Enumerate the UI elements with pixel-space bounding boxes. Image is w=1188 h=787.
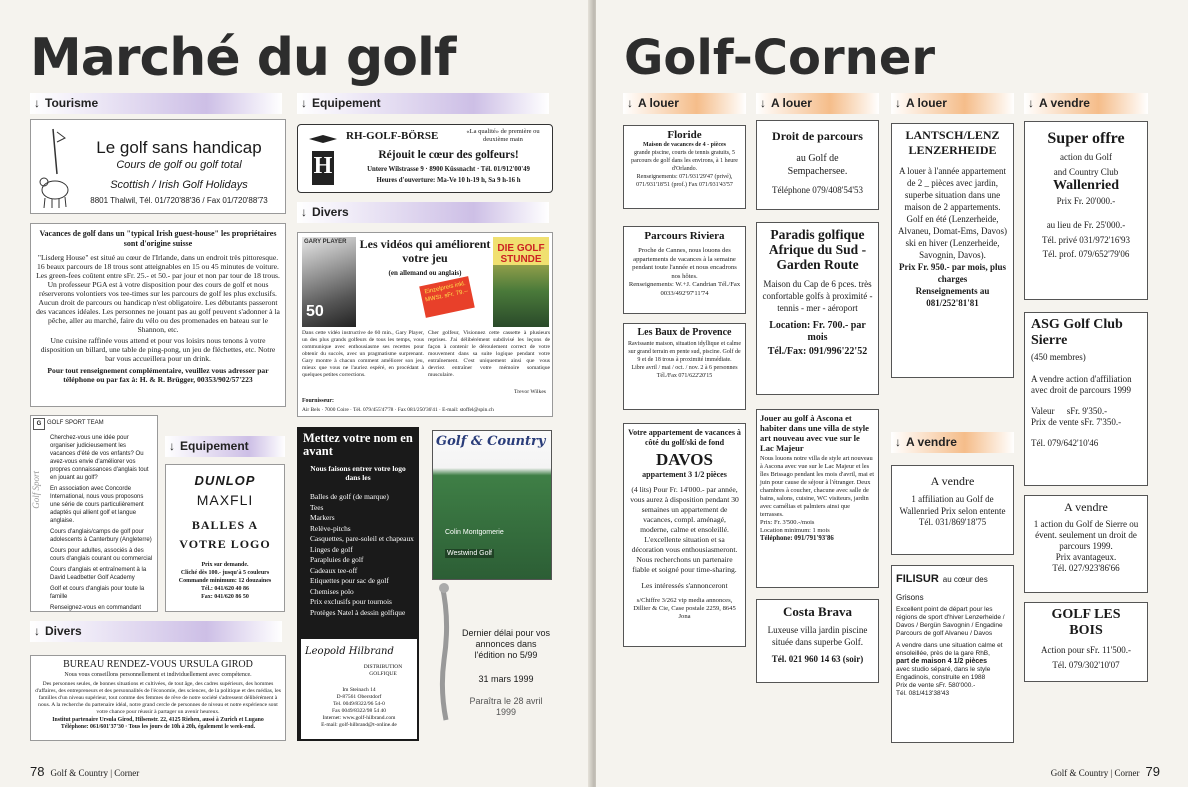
ad-title: BUREAU RENDEZ-VOUS URSULA GIROD <box>63 659 253 670</box>
ad-phone: Tél. 079/302'10'07 <box>1052 660 1120 670</box>
ad-body: Proche de Cannes, nous louons des appartements de vacances à la semaine pendant toute l'année et nous encadrons nos hôtes. <box>632 247 737 280</box>
ad-videos <box>297 232 553 417</box>
ad-contact: Tél./Fax 071/622'20'15 <box>656 373 713 379</box>
ad-hilbrand-logo <box>297 427 419 741</box>
page-footer <box>30 764 139 779</box>
magazine-title: Golf & Country <box>436 434 546 449</box>
ad-title: Jouer au golf à Ascona et habiter dans une villa de style art nouveau avec vue sur le Lac Majeur <box>760 413 869 453</box>
ad-title: Mettez votre nom en avant <box>303 431 413 458</box>
ad-irish-guest-house <box>30 223 286 407</box>
ad-asg-sierre <box>1024 312 1148 486</box>
section-head-a-vendre: ↓ A vendre <box>891 432 1014 453</box>
ad-sempachersee <box>756 120 879 210</box>
ad-title: Paradis golfique Afrique du Sud - Garden Route <box>768 227 867 272</box>
ad-contact: s/Chiffre 3/262 vip media annonces, Dillier & Cie, Case postale 2259, 8645 Jona <box>633 597 736 620</box>
deadline-text: Dernier délai pour vos annonces dans l'édition no 5/99 <box>461 628 551 660</box>
ad-supplier: Air Bels · 7000 Coire · Tél. 079/455'47'78 · Fax 081/250'36'41 · E-mail: stoffel@spin.ch <box>302 407 494 413</box>
ad-golf-les-bois <box>1024 602 1148 682</box>
ad-title: Vacances de golf dans un "typical Irish guest-house" les propriétaires sont d'origine suisse <box>39 229 277 248</box>
ad-body-left: Dans cette vidéo instructive de 60 min., Gary Player, un des plus grands golfeurs de tous les temps, vous communique avec enthousiasme ses recettes pour obtenir du succès, avec un pragmatisme surprenant. Gary montre à chacun comment améliorer son jeu, mieux que vous ne l'auriez espéré, en procédant à quelques petites corrections. <box>302 330 424 378</box>
ad-body: grande piscine, courts de tennis gratuits, 5 parcours de golf dans les environs, à 1 heure d'Orlando. <box>631 150 738 172</box>
page-footer <box>1051 764 1160 779</box>
cover-text: GARY PLAYER <box>304 239 347 245</box>
logo-item: Chemises polo <box>310 586 354 596</box>
ad-title: Parcours Riviera <box>644 230 725 242</box>
ad-price: Prix: Fr. 3'500.-/mois <box>760 519 815 526</box>
gst-item: Cherchez-vous une idée pour organiser judicieusement les vacances d'été de vos enfants? Ou avez-vous envie d'améliorer vos propres connaissances d'anglais tout en jouant au golf? <box>50 435 149 481</box>
section-head-a-louer: ↓ A louer <box>756 93 879 114</box>
ad-baux-provence <box>623 323 746 410</box>
ad-price: Prix Fr. 20'000.- <box>1056 196 1116 206</box>
ad-phone: Tél. 081/413'38'43 <box>896 690 950 697</box>
golfer-figure <box>432 580 460 730</box>
ad-title: ASG Golf Club Sierre <box>1031 317 1123 348</box>
ad-phone: Tél./Fax: 091/996'22'52 <box>767 346 868 357</box>
ad-subtitle: au cœur des Grisons <box>896 575 988 602</box>
ad-address: Untere Wilstrasse 9 · 8900 Küssnacht · Tél. 01/912'00'49 <box>367 166 530 173</box>
ad-title: Droit de parcours <box>772 129 863 143</box>
section-head-a-vendre: ↓ A vendre <box>1024 93 1148 114</box>
ad-hours: Heures d'ouverture: Ma-Ve 10 h-19 h, Sa 9 h-16 h <box>376 177 521 184</box>
ad-dunlop <box>165 464 285 612</box>
ad-body: (4 lits) Pour Fr. 14'000.- par année, vous aurez à disposition pendant 30 semaines un appartement de vacances, compl. aménagé, moderne, calme et ensoleillé. L'excellente situation et sa décoration vous enthousiasmeront. Nous recherchons un partenaire fiable et soigné pour time-sharing. <box>630 485 739 574</box>
ad-parcours-riviera <box>623 226 746 314</box>
ad-phone-private: Tél. privé 031/972'16'93 <box>1042 235 1130 245</box>
cover-line-2: Westwind Golf <box>447 550 492 557</box>
ad-phone: Tél. 031/869'18'75 <box>918 517 987 527</box>
ad-contact: Renseignements: W.+J. Candrian Tél./Fax 0033/492'97'11'74 <box>628 281 741 297</box>
ad-contact: Pour tout renseignement complémentaire, veuillez vous adresser par téléphone ou par fax à: H. & R. Brügger, 00353/902/57'223 <box>47 366 269 384</box>
phone: Tel. 0049/8322/96 54-0 <box>333 701 385 707</box>
gst-item: Cours d'anglais et entraînement à la David Leadbetter Golf Academy <box>50 567 147 581</box>
ad-paradis-golfique <box>756 222 879 395</box>
gst-side-text: Golf Sport <box>31 471 41 509</box>
footer-magazine: Golf & Country | Corner <box>50 768 140 778</box>
address-line: D-87561 Oberstdorf <box>336 694 382 700</box>
ad-body: 1 action du Golf de Sierre ou évent. seulement un droit de parcours 1999. <box>1033 519 1139 551</box>
ad-lantsch-lenzerheide <box>891 123 1014 378</box>
page-number: 78 <box>30 764 45 779</box>
ad-value: sFr. 9'350.- <box>1066 406 1108 416</box>
section-head-divers: ↓ Divers <box>297 202 549 223</box>
magazine-cover <box>432 430 552 580</box>
ad-subtitle: Nous vous conseillons personnellement et individuellement avec compétence. <box>64 672 252 678</box>
ad-call: Les intéressés s'annonceront <box>641 581 728 590</box>
price-sticker: Einzelpreis inkl. MWSt. sFr. 79.-- <box>419 276 475 318</box>
gst-item: Cours d'anglais/camps de golf pour adolescents à Canterbury (Angleterre) <box>50 529 152 543</box>
ad-signature: Trevor Wilkes <box>514 389 546 395</box>
ad-min: Location minimum: 1 mois <box>760 527 830 534</box>
ad-title: Costa Brava <box>783 604 852 619</box>
cover-number: 50 <box>306 303 324 320</box>
right-page <box>596 0 1188 787</box>
ad-body: Ravissante maison, situation idyllique et calme sur grand terrain en pente sud, piscine. Golf de 9 et de 18 trous à proximité immédiate. <box>628 341 741 363</box>
logo-item: Balles de golf (de marque) <box>310 492 389 501</box>
section-head-a-louer: ↓ A louer <box>623 93 746 114</box>
gst-logo-icon: G <box>33 418 45 430</box>
ad-super-offre <box>1024 121 1148 300</box>
page-number: 79 <box>1145 764 1160 779</box>
fax: Fax 0049/8322/98 54 40 <box>332 708 386 714</box>
ad-body: action du Golf <box>1060 152 1112 162</box>
ad-slogan: Réjouit le cœur des golfeurs! <box>378 149 519 161</box>
ad-price: Prix de vente sFr. 7'350.- <box>1031 417 1122 427</box>
publication-date: Paraîtra le 28 avril 1999 <box>469 696 543 717</box>
ad-phone: Tél. 079/642'10'46 <box>1031 438 1099 448</box>
ad-wallenried-affiliation <box>891 465 1014 555</box>
ad-subtitle-2: Scottish / Irish Golf Holidays <box>110 179 248 191</box>
ad-title: LANTSCH/LENZ LENZERHEIDE <box>905 128 1000 157</box>
ad-price: Location: Fr. 700.- par mois <box>769 320 866 343</box>
section-head-tourisme: ↓ Tourisme <box>30 93 282 114</box>
ad-body: Maison du Cap de 6 pces. très confortable golfs à proximité - tennis - mer - aéroport <box>762 279 873 313</box>
footer-magazine: Golf & Country | Corner <box>1050 768 1140 778</box>
gst-brand: GOLF SPORT TEAM <box>47 420 104 426</box>
ad-title: Les vidéos qui améliorent votre jeu <box>359 237 491 265</box>
logo-item: Prix exclusifs pour tournois <box>310 597 392 606</box>
section-head-equipement: ↓ Equipement <box>297 93 549 114</box>
ad-ascona <box>756 409 879 588</box>
ad-body: Excellent point de départ pour les régions de sport d'hiver Lenzerheide / Davos / Bergün Savognin / Engadine Parcours de golf Alvaneu / Davos <box>896 606 1005 637</box>
ad-title: GOLF LES BOIS <box>1051 607 1121 638</box>
ad-phone: Tél.: 041/620 40 86 <box>201 586 249 592</box>
ad-phone: Téléphone: 091/791'93'86 <box>760 535 834 542</box>
ad-title: Le golf sans handicap <box>96 138 262 157</box>
ad-title: Super offre <box>1047 130 1125 147</box>
ad-body: "Lisderg House" est situé au cœur de l'Irlande, dans un endroit très pittoresque. 16 beaux parcours de 18 trous sont atteignables en 15 ou 45 minutes de voiture. Les green-fees coûtent entre sFr. 25.- et 50.- par jour et non par tour de 18 trous. Un professeur PGA est à votre disposition pour des cours de golf et nous réserverons volontiers vos tee-times sur les parcours de golf les plus exclusifs. Aucun droit de parcours ou handicap n'est obligatoire. Les débutants passeront des vacances idéales. Les personnes ne jouant pas au golf peuvent s'adonner à la pêche, aller au marché, faire du vélo ou des promenades en bateau sur le Shannon, etc. <box>36 253 280 334</box>
ad-title: A vendre <box>1064 500 1108 514</box>
ad-contact: Renseignements: 071/931'29'47 (privé), 071/931'18'51 (prof.) Fax 071/931'43'57 <box>636 174 733 188</box>
ad-price: Prix de vente sFr. 580'000.- <box>896 682 976 689</box>
ad-address: Institut partenaire Ursula Girod, Hilsenstr. 22, 4125 Riehen, aussi à Zurich et Lugano <box>52 717 264 723</box>
ad-cliche: Cliché dès 100.- jusqu'à 5 couleurs <box>180 570 270 576</box>
logo-item: Relève-pitchs <box>310 523 351 533</box>
ad-tagline: «La qualité» de première ou deuxième main <box>466 128 540 143</box>
ad-golf-sans-handicap <box>30 119 286 214</box>
golfer-logo <box>35 124 75 210</box>
cover-text: DIE GOLF STUNDE <box>493 237 549 265</box>
ad-subtitle: (en allemand ou anglais) <box>388 269 462 277</box>
ad-body-2: Une cuisine raffinée vous attend et pour vos loisirs nous tenons à votre disposition un billard, une table de ping-pong, un jeu de fléchettes, etc. Notre bar vous accueillera pour un drink. <box>40 336 276 363</box>
ad-title-2: VOTRE LOGO <box>179 537 271 551</box>
left-page <box>0 0 592 787</box>
page-title: Golf-Corner <box>624 30 936 86</box>
ad-phone: Téléphone: 061/601'37'30 · Tous les jours de 10h à 20h, également le week-end. <box>60 724 256 730</box>
section-head-divers: ↓ Divers <box>30 621 282 642</box>
ad-price: Action pour sFr. 11'500.- <box>1040 645 1132 655</box>
ad-phone: Tél. 021 960 14 63 (soir) <box>771 654 864 664</box>
ad-phone-prof: Tél. prof. 079/652'79'06 <box>1042 249 1130 259</box>
ad-phone: Tél. 027/923'86'66 <box>1052 563 1120 573</box>
ad-body: 1 affiliation au Golf de Wallenried Prix selon entente <box>899 494 1006 516</box>
gst-item: Cours pour adultes, associés à des cours d'anglais courant ou commercial <box>50 548 153 562</box>
video-cover-player <box>302 237 356 327</box>
ad-bureau-girod <box>30 655 286 741</box>
gst-footer: Renseignez-vous en commandant <box>50 605 142 611</box>
ad-conditions: Libre avril / mai / oct. / nov. 2 à 6 personnes <box>631 365 738 371</box>
ad-davos <box>623 423 746 647</box>
ad-phone: Téléphone 079/408'54'53 <box>772 185 863 195</box>
ad-sierre-action <box>1024 495 1148 593</box>
ad-title: BALLES A <box>191 518 259 532</box>
ad-costa-brava <box>756 599 879 683</box>
ad-price: Prix Fr. 950.- par mois, plus charges <box>898 262 1006 284</box>
ad-title: Les Baux de Provence <box>637 327 732 338</box>
ad-subtitle: Maison de vacances de 4 - pièces <box>643 142 726 148</box>
ad-golf-sport-team <box>30 415 158 612</box>
brand-dist: DISTRIBUTION GOLFIQUE <box>363 664 403 677</box>
section-head-equipement: ↓ Equipement <box>165 436 285 457</box>
ad-price: Prix avantageux. <box>1055 552 1117 562</box>
gst-item: Golf et cours d'anglais pour toute la famille <box>50 586 145 600</box>
ad-title: FILISUR <box>896 573 939 585</box>
ad-highlight: part de maison 4 1/2 pièces <box>896 658 988 665</box>
ad-club: Wallenried <box>1052 178 1120 193</box>
ad-rh-golf-borse <box>297 124 553 193</box>
ad-value-label: Valeur <box>1031 406 1055 416</box>
ad-old-price: au lieu de Fr. 25'000.- <box>1046 220 1126 230</box>
address-line: Im Steinach 14 <box>342 687 376 693</box>
ad-title: Floride <box>667 129 702 141</box>
ad-body: au Golf de Sempachersee. <box>787 153 848 177</box>
email: E-mail: golf-hilbrand@t-online.de <box>321 722 397 728</box>
brand-hilbrand: Leopold Hilbrand <box>305 646 394 657</box>
video-cover-stunde <box>493 237 549 327</box>
ad-subtitle: Cours de golf ou golf total <box>116 159 242 171</box>
logo-item: Linges de golf <box>310 544 353 554</box>
ad-body: Nous louons notre villa de style art nouveau à Ascona avec vue sur le Lac Majeur et les îles Brissago pendant les mois d'avril, mai et juin pour cause de séjour à l'étranger. Deux chambres à coucher, chacune avec salle de bains, salons, cuisine, WC visiteurs, jardin avec camélias et palmiers ainsi que terrasses. <box>760 455 875 518</box>
page-title: Marché du golf <box>30 28 456 88</box>
brand-maxfli: MAXFLI <box>196 492 254 508</box>
ad-members: (450 membres) <box>1031 352 1086 362</box>
deadline-date: 31 mars 1999 <box>478 674 534 684</box>
section-head-a-louer: ↓ A louer <box>891 93 1014 114</box>
ad-body: A vendre action d'affiliation avec droit de parcours 1999 <box>1031 374 1132 395</box>
ad-city: DAVOS <box>656 450 713 469</box>
cover-line: Colin Montgomerie <box>445 529 504 536</box>
ad-body: Des personnes seules, de bonnes situations et cultivées, de tout âge, des cadres supérieurs, des hommes d'affaires, des entrepreneurs et des personnalités de l'économie, des sciences, de la politique et des médias, les familles d'un niveau supérieur, tout comme des femmes de rêve de notre société s'adressent délibérément à nous. A la recherche du partenaire idéal, notre grand cercle de personnes de niveau et notre expérience sont votre chance pour réussir à partager un avenir heureux. <box>35 681 281 715</box>
logo-item: Casquettes, pare-soleil et chapeaux <box>310 534 414 543</box>
logo-item: Tees <box>310 502 324 512</box>
ad-body: Luxeuse villa jardin piscine située dans superbe Golf. <box>767 625 868 647</box>
brand-dunlop: DUNLOP <box>194 473 256 488</box>
ad-supplier-label: Fournisseur: <box>302 398 334 404</box>
logo-item: Protèges Natel à dessin golfique <box>310 607 406 617</box>
ad-body-2: A vendre dans une situation calme et ensoleillée, près de la gare RhB, <box>896 642 1003 657</box>
ad-fax: Fax: 041/620 86 50 <box>201 594 249 600</box>
borse-logo <box>306 133 340 187</box>
ad-body-3: avec studio séparé, dans le style Engadinois, construite en 1988 <box>896 666 991 681</box>
ad-title: RH-GOLF-BÖRSE <box>346 130 439 142</box>
borse-logo-letter: H <box>313 153 333 179</box>
website: Internet: www.golf-hilbrand.com <box>322 715 396 721</box>
ad-body: A louer à l'année appartement de 2 _ pièces avec jardin, superbe situation dans une maison de 2 appartements. Golf en été (Lenzerheide, Alvaneu, Domat-Ems, Davos) ski en hiver (Lenzerheide, Savognin, Davos). <box>898 166 1007 260</box>
ad-phone: Renseignements au 081/252'81'81 <box>915 286 990 308</box>
ad-body-2: and Country Club <box>1053 167 1119 177</box>
ad-magazine-deadline <box>430 430 552 740</box>
ad-title: A vendre <box>930 474 975 488</box>
ad-minimum: Commande minimum: 12 douzaines <box>178 578 272 584</box>
logo-item: Cadeaux tee-off <box>310 565 358 575</box>
ad-title: Votre appartement de vacances à côté du golf/ski de fond <box>628 428 741 447</box>
logo-item: Markers <box>310 513 335 522</box>
logo-item: Parapluies de golf <box>310 555 364 564</box>
logo-item: Etiquettes pour sac de golf <box>310 576 389 585</box>
gst-item: En association avec Concorde International, nous vous proposons une série de cours particulièrement adaptés qui allient golf et langue anglaise. <box>50 486 144 524</box>
ad-filisur <box>891 565 1014 743</box>
ad-subtitle: appartement 3 1/2 pièces <box>642 470 727 479</box>
ad-floride <box>623 125 746 209</box>
ad-subtitle: Nous faisons entrer votre logo dans les <box>310 464 406 482</box>
ad-address: 8801 Thalwil, Tél. 01/720'88'36 / Fax 01/720'88'73 <box>90 196 268 205</box>
ad-body-right: Cher golfeur, Visionnez cette cassette à plusieurs reprises. J'ai délibérément subdivisé les leçons de façon à contenir le déroulement correct de votre mouvement dans sa suite logique pendant votre entraînement. C'est uniquement ainsi que vous devriez entraîner votre mémoire somatique musculaire. <box>428 330 550 378</box>
ad-price: Prix sur demande. <box>201 562 249 568</box>
